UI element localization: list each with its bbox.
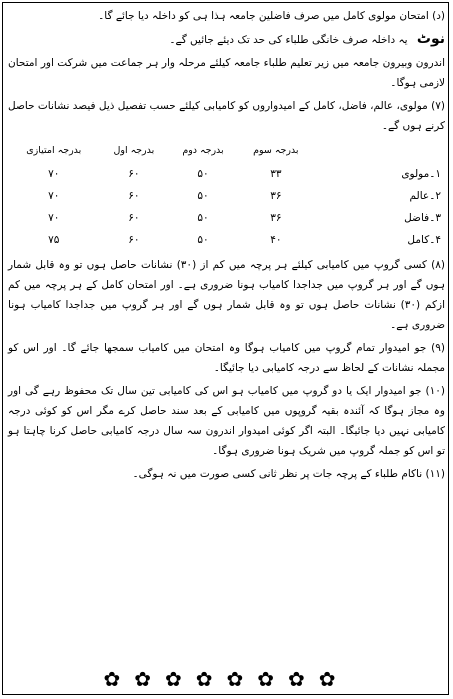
paragraph-11: (۱۱) ناکام طلباء کے پرچہ جات پر نظر ثانی کسی صورت میں نہ ہوگی۔ [132, 468, 445, 480]
grade-cell: ۳۶ [270, 190, 282, 202]
grade-cell: ۷۰ [48, 212, 60, 224]
paragraph-10: (۱۰) جو امیدوار ایک یا دو گروپ میں کامیاب ہو اس کی کامیابی تین سال تک محفوظ رہے گی اور وہ مجاز ہوگا کہ آئندہ بقیہ گروپوں میں کامیابی کے بعد سند حاصل کرے مگر اس کو کوئی درجہ کامیابی نہیں دیا جائیگا۔ البتہ اگر کوئی امیدوار اندرون سہ سال درجہ کامیابی حاصل کرنا چاہتا ہو تو اس کو جملہ گروپ میں شریک ہونا ضروری ہوگا۔ [8, 385, 445, 457]
paragraph-participation: اندرون وبیرون جامعہ میں زیر تعلیم طلباء جامعہ کیلئے مرحلہ وار ہر جماعت میں شرکت اور امتحان لازمی ہوگا۔ [8, 57, 445, 89]
grade-cell: ۴۰ [270, 234, 282, 246]
table-row [8, 207, 445, 229]
grades-header: بدرجہ امتیازی [26, 145, 82, 156]
grade-cell: ۷۰ [48, 190, 60, 202]
paragraph-7: (۷) مولوی، عالم، فاضل، کامل کے امیدواروں کو کامیابی کیلئے حسب تفصیل ذیل فیصد نشانات حاصل کرنے ہوں گے۔ [8, 100, 445, 132]
exam-name: ۱۔مولوی [401, 168, 441, 180]
table-row [8, 229, 445, 251]
grade-cell: ۶۰ [128, 234, 140, 246]
grade-cell: ۵۰ [197, 212, 209, 224]
grades-header-row [8, 139, 445, 163]
grade-cell: ۵۰ [197, 234, 209, 246]
grade-cell: ۶۰ [128, 190, 140, 202]
grades-header: بدرجہ دوم [182, 145, 224, 156]
paragraph-8: (۸) کسی گروپ میں کامیابی کیلئے ہر پرچہ میں کم از (۳۰) نشانات حاصل ہوں تو وہ قابل شمار ہوں گے اور ہر گروپ میں جداجدا کامیاب ہونا ضروری ہے۔ اور امتحان کامل کے ہر پرچہ میں کم ازکم (۳۰) نشانات حاصل ہوں تو وہ قابل شمار ہوں گے اور ہر گروپ میں جداجدا کامیاب ہونا ضروری ہے۔ [8, 259, 445, 331]
exam-name: ۴۔کامل [407, 234, 441, 246]
grade-cell: ۶۰ [128, 212, 140, 224]
paragraph-9: (۹) جو امیدوار تمام گروپ میں کامیاب ہوگا وہ امتحان میں کامیاب سمجھا جائے گا۔ اور اس کو مجملہ نشانات کے لحاظ سے درجہ کامیابی دیا جائیگا۔ [8, 342, 445, 374]
grade-cell: ۳۳ [270, 168, 282, 180]
table-row [8, 163, 445, 185]
paragraph-d: (د) امتحان مولوی کامل میں صرف فاضلین جامعہ ہذا ہی کو داخلہ دیا جائے گا۔ [98, 10, 445, 22]
grade-cell: ۷۰ [48, 168, 60, 180]
grade-cell: ۳۶ [270, 212, 282, 224]
note-label: نوٹ [416, 31, 445, 47]
footer-ornament: ✿✿✿✿✿✿✿✿ [103, 667, 350, 691]
grade-cell: ۶۰ [128, 168, 140, 180]
grade-cell: ۵۰ [197, 168, 209, 180]
note-text: یہ داخلہ صرف خانگی طلباء کی حد تک دیئے جائیں گے۔ [169, 34, 408, 46]
table-row [8, 185, 445, 207]
grade-cell: ۵۰ [197, 190, 209, 202]
grades-table [8, 139, 445, 251]
grades-header-blank [314, 139, 445, 163]
grades-header: بدرجہ سوم [253, 145, 299, 156]
document-body [8, 6, 445, 487]
grades-header: بدرجہ اول [113, 145, 155, 156]
note-paragraph [8, 29, 445, 50]
exam-name: ۳۔فاضل [404, 212, 441, 224]
exam-name: ۲۔عالم [409, 190, 441, 202]
grade-cell: ۷۵ [48, 234, 60, 246]
